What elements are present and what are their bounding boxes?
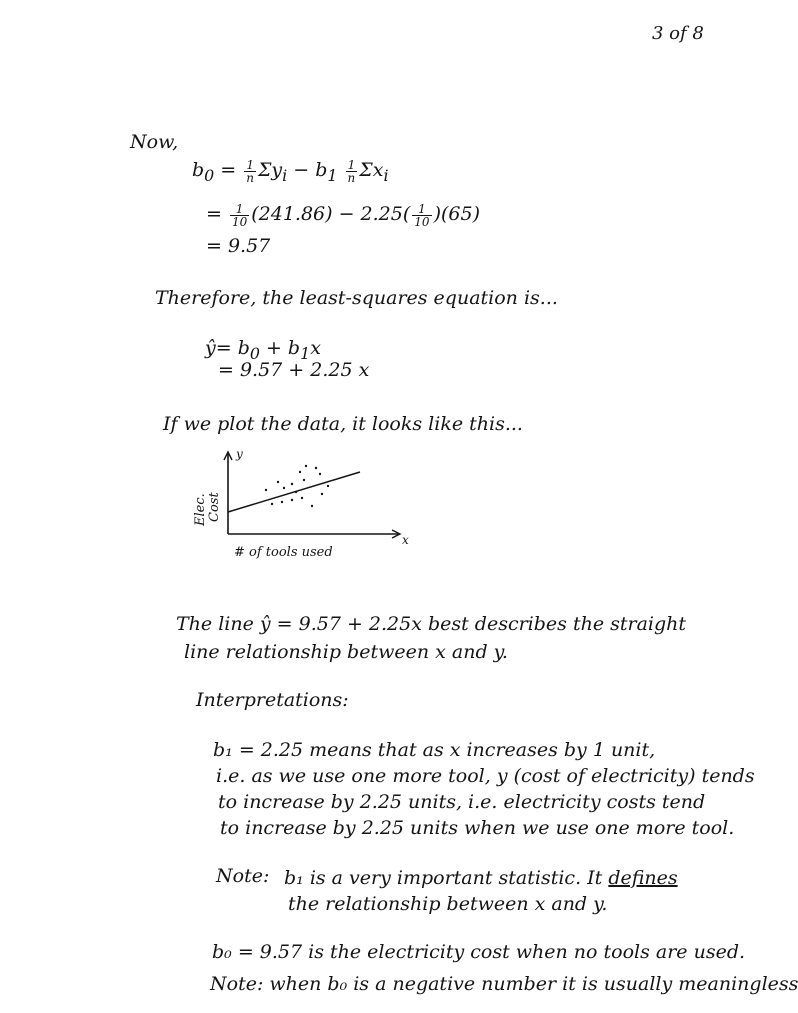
b0-formula: $b_0$ = $\frac{1}{n}$ $\Sigma y_i - b_1$ $\frac{1}{n}$ $\Sigma x_i$ bbox=[192, 157, 389, 185]
y-side-label-line1: Elec. bbox=[193, 493, 208, 526]
data-point bbox=[265, 489, 267, 491]
therefore-text: Therefore, the least-squares equation is... bbox=[155, 287, 558, 309]
data-point bbox=[321, 493, 323, 495]
data-point bbox=[277, 481, 279, 483]
data-point bbox=[305, 465, 307, 467]
data-point bbox=[303, 479, 305, 481]
data-point bbox=[283, 487, 285, 489]
fraction: $\frac{1}{10}$ bbox=[231, 201, 248, 229]
x-side-label: # of tools used bbox=[234, 545, 333, 560]
note-label: Note: bbox=[216, 865, 270, 887]
data-point bbox=[327, 485, 329, 487]
y-axis-label: y bbox=[236, 447, 243, 461]
data-point bbox=[271, 503, 273, 505]
data-point bbox=[315, 467, 317, 469]
now-label: Now, bbox=[130, 131, 179, 153]
equation-line2: = 9.57 + 2.25 x bbox=[218, 359, 370, 381]
b1-interp-line-4: to increase by 2.25 units when we use one more tool. bbox=[220, 817, 735, 839]
data-point bbox=[319, 473, 321, 475]
note-line-1: b₁ is a very important statistic. It defines bbox=[284, 867, 678, 889]
fraction: $\frac{1}{n}$ bbox=[347, 157, 356, 185]
data-point bbox=[281, 501, 283, 503]
data-point bbox=[291, 499, 293, 501]
b0-step2: = $\frac{1}{10}$ (241.86) − 2.25( $\frac{1}{10}$ )(65) bbox=[206, 201, 480, 229]
plot-intro: If we plot the data, it looks like this... bbox=[163, 413, 523, 435]
x-axis-label: x bbox=[402, 533, 409, 547]
data-point bbox=[311, 505, 313, 507]
b0-result: = 9.57 bbox=[206, 235, 271, 257]
fraction: $\frac{1}{10}$ bbox=[414, 201, 430, 229]
fitted-line bbox=[228, 472, 360, 512]
cut-off-line: Note: when b₀ is a negative number it is usually meaningless bbox=[210, 973, 798, 995]
line-statement-1: The line ŷ = 9.57 + 2.25x best describes the straight bbox=[176, 613, 687, 635]
b1-interp-line-2: i.e. as we use one more tool, y (cost of electricity) tends bbox=[216, 765, 755, 787]
b0-interp: b₀ = 9.57 is the electricity cost when no tools are used. bbox=[212, 941, 746, 963]
equation-line1: ŷ= $b_0 + b_1x$ bbox=[205, 337, 321, 363]
b1-interp-line-3: to increase by 2.25 units, i.e. electricity costs tend bbox=[218, 791, 706, 813]
data-points bbox=[265, 465, 329, 507]
interpretations-heading: Interpretations: bbox=[196, 689, 349, 711]
fraction: $\frac{1}{n}$ bbox=[246, 157, 254, 185]
data-point bbox=[295, 491, 297, 493]
line-statement-2: line relationship between x and y. bbox=[184, 641, 508, 663]
scatter-sketch bbox=[180, 444, 420, 569]
b1-interp-line-1: b₁ = 2.25 means that as x increases by 1 unit, bbox=[213, 739, 656, 761]
page-number: 3 of 8 bbox=[652, 23, 704, 44]
data-point bbox=[301, 497, 303, 499]
note-line-2: the relationship between x and y. bbox=[288, 893, 608, 915]
y-side-label-line2: Cost bbox=[207, 492, 222, 522]
data-point bbox=[291, 483, 293, 485]
data-point bbox=[299, 471, 301, 473]
